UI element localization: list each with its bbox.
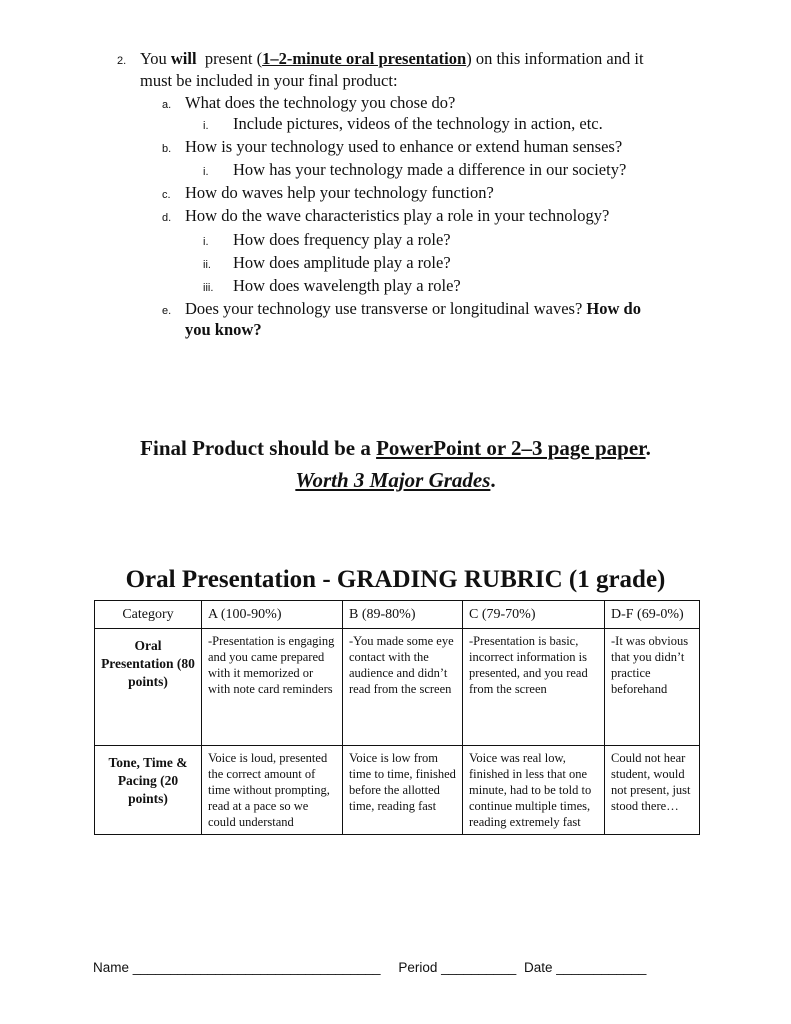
sub-item-marker: d. — [162, 212, 172, 224]
rubric-row-tone-time-pacing — [95, 746, 700, 835]
item-2-text-mid: present ( — [196, 49, 263, 68]
sub-sub-item — [203, 229, 451, 253]
final-line-2-post: . — [490, 468, 496, 492]
sub-item-text-main: Does your technology use transverse or longitudinal waves? — [185, 299, 587, 318]
sub-item-text: How do the wave characteristics play a role in your technology? — [185, 206, 610, 225]
sub-item-text: What does the technology you chose do? — [185, 93, 456, 112]
header-grade-a: A (100-90%) — [202, 601, 343, 629]
sub-sub-item — [203, 252, 451, 276]
row-cell-a: Voice is loud, presented the correct amount of time without prompting, read at a pace so we could understand — [202, 746, 343, 835]
sub-sub-text: How does frequency play a role? — [233, 230, 451, 249]
header-grade-c: C (79-70%) — [463, 601, 605, 629]
final-product-line-2 — [0, 466, 791, 495]
sub-sub-marker: i. — [203, 236, 209, 248]
sub-item-e — [162, 298, 641, 322]
period-blank[interactable]: __________ — [441, 960, 517, 975]
sub-sub-marker: i. — [203, 166, 209, 178]
header-category: Category — [95, 601, 202, 629]
sub-item-text: How do waves help your technology function? — [185, 183, 494, 202]
sub-item-text: How is your technology used to enhance or extend human senses? — [185, 137, 623, 156]
date-label: Date — [523, 960, 553, 975]
final-product-statement — [0, 434, 791, 495]
item-2-text-pre: You — [140, 49, 171, 68]
row-category: Tone, Time & Pacing (20 points) — [95, 746, 202, 835]
sub-item-marker: a. — [162, 99, 172, 111]
sub-item-text-bold: How do — [586, 299, 641, 318]
item-2-text-post: ) on this information and it — [466, 49, 644, 68]
name-label: Name — [93, 960, 130, 975]
row-cell-df: Could not hear student, would not present, just stood there… — [605, 746, 700, 835]
header-grade-df: D-F (69-0%) — [605, 601, 700, 629]
rubric-title-wrap — [0, 566, 791, 594]
name-blank[interactable]: _________________________________ — [132, 960, 381, 975]
sub-item-text — [185, 298, 641, 320]
rubric-title: Oral Presentation - GRADING RUBRIC (1 grade) — [125, 566, 666, 593]
sub-item-c — [162, 182, 494, 206]
row-cell-b: -You made some eye contact with the audience and didn’t read from the screen — [343, 629, 463, 746]
sub-item-e-line-2-text: you know? — [185, 320, 262, 339]
sub-sub-item — [203, 275, 461, 299]
sub-sub-text: Include pictures, videos of the technology in action, etc. — [233, 114, 603, 133]
list-item-2-line-1 — [140, 48, 644, 70]
row-cell-c: -Presentation is basic, incorrect information is presented, and you read from the screen — [463, 629, 605, 746]
item-2-underlined-phrase: 1–2-minute oral presentation — [262, 49, 467, 68]
sub-item-e-line-2 — [185, 319, 262, 341]
final-line-2-underlined: Worth 3 Major Grades — [295, 468, 491, 492]
sub-sub-marker: ii. — [203, 259, 211, 271]
final-line-1-post: . — [645, 436, 651, 460]
footer-fields — [93, 960, 646, 975]
sub-item-a — [162, 92, 456, 116]
date-blank[interactable]: ____________ — [556, 960, 647, 975]
sub-sub-item — [203, 159, 627, 183]
item-2-bold-word: will — [170, 49, 197, 68]
sub-sub-marker: iii. — [203, 282, 214, 294]
sub-item-marker: b. — [162, 143, 172, 155]
sub-sub-text: How does wavelength play a role? — [233, 276, 461, 295]
row-cell-c: Voice was real low, finished in less that one minute, had to be told to continue multiple times, reading extremely fast — [463, 746, 605, 835]
row-cell-b: Voice is low from time to time, finished before the allotted time, reading fast — [343, 746, 463, 835]
row-category: Oral Presentation (80 points) — [95, 629, 202, 746]
list-item-2-line-2: must be included in your final product: — [140, 71, 398, 90]
sub-item-marker: c. — [162, 189, 171, 201]
sub-sub-text: How has your technology made a difference in our society? — [233, 160, 627, 179]
list-item-2-marker: 2. — [117, 55, 127, 67]
sub-sub-item — [203, 113, 603, 137]
sub-item-d — [162, 205, 610, 229]
row-cell-a: -Presentation is engaging and you came prepared with it memorized or with note card reminders — [202, 629, 343, 746]
sub-item-b — [162, 136, 623, 160]
period-label: Period — [398, 960, 438, 975]
sub-sub-marker: i. — [203, 120, 209, 132]
final-product-line-1 — [0, 434, 791, 463]
header-grade-b: B (89-80%) — [343, 601, 463, 629]
final-line-1-pre: Final Product should be a — [140, 436, 377, 460]
rubric-row-oral-presentation — [95, 629, 700, 746]
final-line-1-underlined: PowerPoint or 2–3 page paper — [376, 436, 646, 460]
rubric-table — [94, 600, 700, 835]
row-cell-df: -It was obvious that you didn’t practice beforehand — [605, 629, 700, 746]
sub-item-marker: e. — [162, 305, 172, 317]
sub-sub-text: How does amplitude play a role? — [233, 253, 451, 272]
rubric-header-row — [95, 601, 700, 629]
